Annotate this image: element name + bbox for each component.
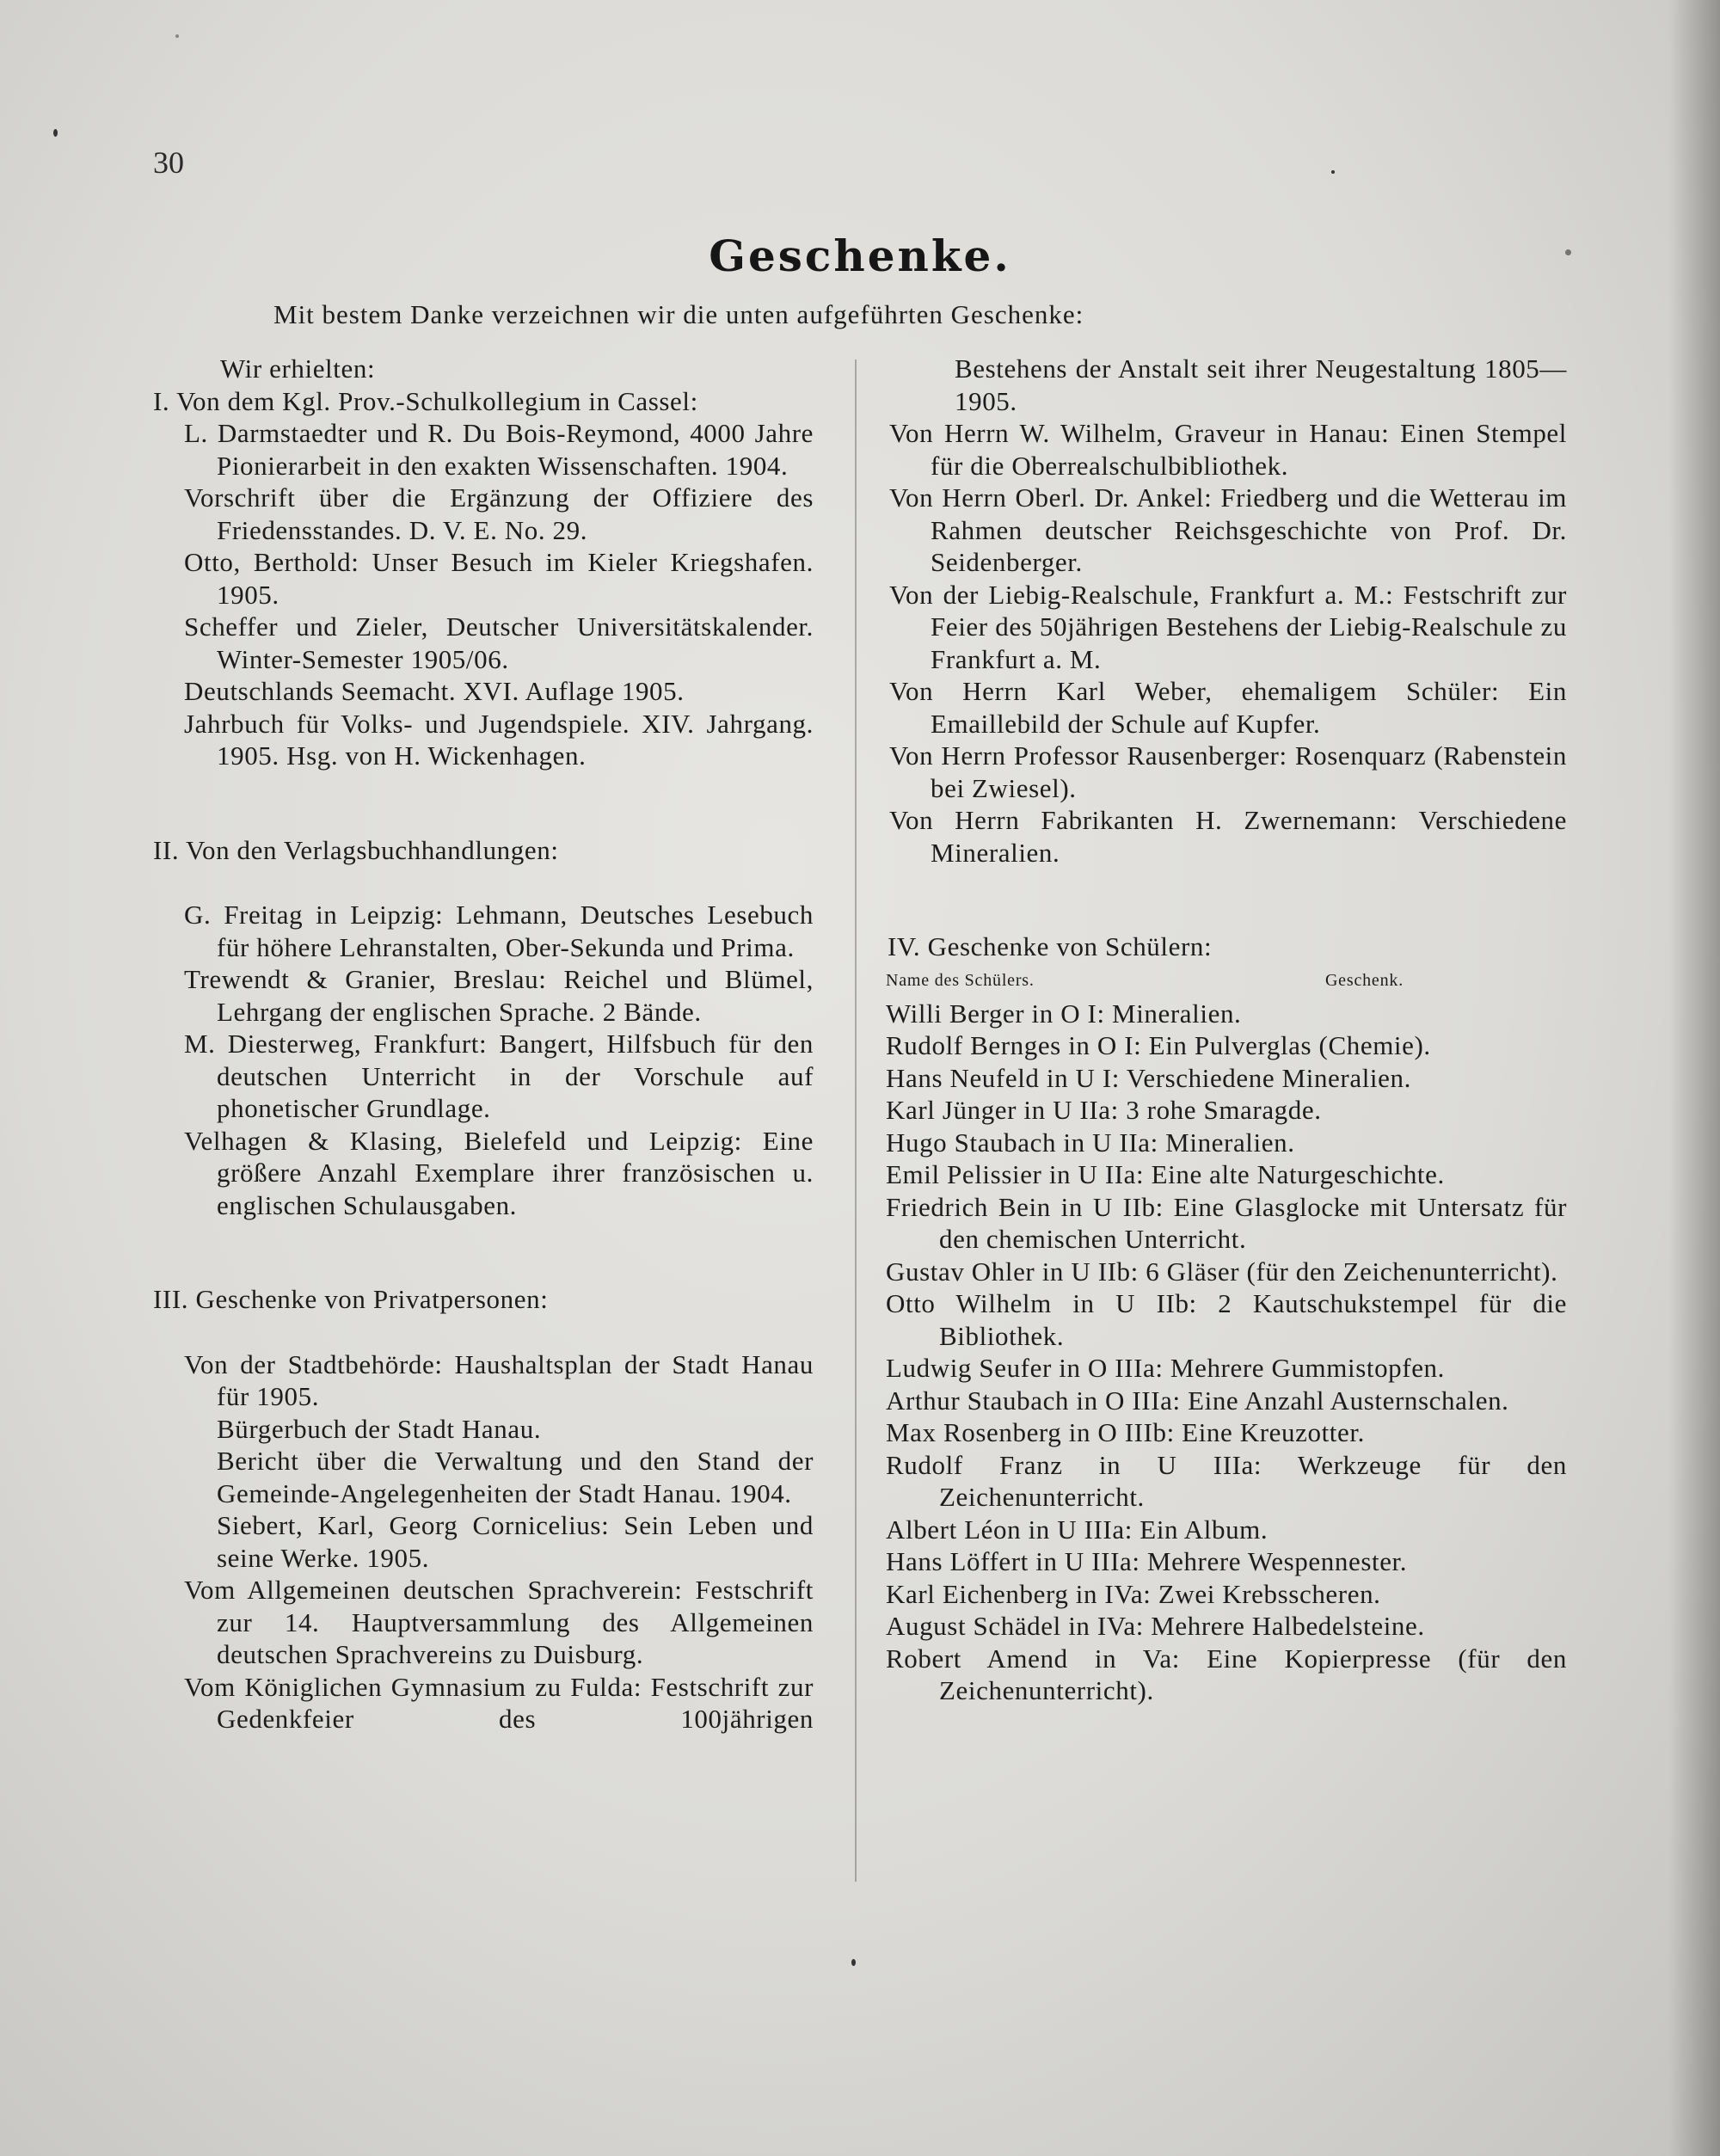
paper-speck (175, 34, 179, 38)
list-item: Karl Jünger in U IIa: 3 rohe Smaragde. (886, 1095, 1322, 1125)
list-subitem: Bürgerbuch der Stadt Hanau. (217, 1413, 542, 1444)
list-item: Deutschlands Seemacht. XVI. Auflage 1905. (184, 676, 685, 706)
list-item: Otto, Berthold: Unser Besuch im Kieler Kriegshafen. 1905. (184, 547, 814, 610)
column-header-name: Name des Schülers. (886, 970, 1035, 990)
column-header-gift: Geschenk. (1324, 970, 1404, 990)
list-subitem: Siebert, Karl, Georg Cornicelius: Sein Leben und seine Werke. 1905. (217, 1510, 814, 1573)
student-table-header (879, 963, 1567, 998)
section-heading: II. Von den Verlagsbuchhandlungen: (153, 834, 559, 865)
list-item: M. Diesterweg, Frankfurt: Bangert, Hilfsbuch für den deutschen Unterricht in der Vorschule auf phonetischer Grundlage. (184, 1029, 814, 1123)
list-item: Emil Pelissier in U IIa: Eine alte Naturgeschichte. (886, 1159, 1445, 1189)
paper-speck (851, 1959, 856, 1966)
right-column (879, 353, 1567, 1707)
list-item: Otto Wilhelm in U IIb: 2 Kautschukstempel für die Bibliothek. (886, 1288, 1567, 1351)
list-item: Karl Eichenberg in IVa: Zwei Krebsscheren. (886, 1578, 1381, 1609)
list-item: Gustav Ohler in U IIb: 6 Gläser (für den Zeichenunterricht). (886, 1256, 1558, 1287)
list-subitem: Bericht über die Verwaltung und den Stand der Gemeinde-Angelegenheiten der Stadt Hanau. 1904. (217, 1446, 814, 1508)
paper-speck (53, 129, 58, 137)
list-item: Rudolf Franz in U IIIa: Werkzeuge für den Zeichenunterricht. (886, 1449, 1567, 1512)
list-item: Von der Stadtbehörde: Haushaltsplan der Stadt Hanau für 1905. (184, 1348, 814, 1411)
page-shadow (1668, 0, 1720, 2156)
page-title: Geschenke. (709, 230, 1011, 281)
column-divider (855, 359, 857, 1882)
list-item: Hans Neufeld in U I: Verschiedene Mineralien. (886, 1062, 1411, 1093)
list-item: Robert Amend in Va: Eine Kopierpresse (für den Zeichenunterricht). (886, 1643, 1567, 1705)
list-item: Max Rosenberg in O IIIb: Eine Kreuzotter. (886, 1417, 1365, 1447)
list-item: Von Herrn W. Wilhelm, Graveur in Hanau: Einen Stempel für die Oberrealschulbibliothek. (889, 418, 1567, 481)
section-heading: III. Geschenke von Privatpersonen: (153, 1284, 549, 1314)
list-item: Vorschrift über die Ergänzung der Offiziere des Friedensstandes. D. V. E. No. 29. (184, 482, 814, 545)
list-item: Scheffer und Zieler, Deutscher Universitätskalender. Winter-Semester 1905/06. (184, 611, 814, 674)
list-item: Jahrbuch für Volks- und Jugendspiele. XIV. Jahrgang. 1905. Hsg. von H. Wickenhagen. (184, 708, 814, 771)
list-item: Von Herrn Oberl. Dr. Ankel: Friedberg und die Wetterau im Rahmen deutscher Reichsgeschichte von Prof. Dr. Seidenberger. (889, 482, 1567, 577)
continued-text: Bestehens der Anstalt seit ihrer Neugestaltung 1805—1905. (955, 353, 1567, 416)
section-heading: I. Von dem Kgl. Prov.-Schulkollegium in Cassel: (153, 385, 698, 416)
list-item: Ludwig Seufer in O IIIa: Mehrere Gummistopfen. (886, 1353, 1446, 1383)
list-item: August Schädel in IVa: Mehrere Halbedelsteine. (886, 1611, 1425, 1641)
list-item: Von Herrn Fabrikanten H. Zwernemann: Verschiedene Mineralien. (889, 805, 1567, 868)
list-item: Von der Liebig-Realschule, Frankfurt a. M.: Festschrift zur Feier des 50jährigen Bestehens der Liebig-Realschule zu Frankfurt a. M. (889, 579, 1567, 674)
list-item: Velhagen & Klasing, Bielefeld und Leipzig: Eine größere Anzahl Exemplare ihrer französischen u. englischen Schulausgaben. (184, 1125, 814, 1220)
list-item: L. Darmstaedter und R. Du Bois-Reymond, 4000 Jahre Pionierarbeit in den exakten Wissenschaften. 1904. (184, 418, 814, 481)
list-item: G. Freitag in Leipzig: Lehmann, Deutsches Lesebuch für höhere Lehranstalten, Ober-Sekunda und Prima. (184, 900, 814, 962)
received-label: Wir erhielten: (220, 353, 376, 384)
list-item: Willi Berger in O I: Mineralien. (886, 998, 1242, 1029)
list-item: Rudolf Bernges in O I: Ein Pulverglas (Chemie). (886, 1030, 1431, 1060)
list-item: Von Herrn Karl Weber, ehemaligem Schüler: Ein Emaillebild der Schule auf Kupfer. (889, 676, 1567, 739)
list-item: Arthur Staubach in O IIIa: Eine Anzahl Austernschalen. (886, 1385, 1509, 1416)
intro-text: Mit bestem Danke verzeichnen wir die unten aufgeführten Geschenke: (273, 299, 1084, 329)
paper-speck (1565, 249, 1571, 255)
paper-speck (1331, 170, 1335, 174)
list-item: Albert Léon in U IIIa: Ein Album. (886, 1514, 1268, 1545)
left-column (144, 353, 814, 1735)
list-item: Hugo Staubach in U IIa: Mineralien. (886, 1127, 1295, 1158)
page-number: 30 (153, 145, 184, 180)
list-item: Vom Königlichen Gymnasium zu Fulda: Festschrift zur Gedenkfeier des 100jährigen (184, 1671, 814, 1734)
list-item: Von Herrn Professor Rausenberger: Rosenquarz (Rabenstein bei Zwiesel). (889, 740, 1567, 803)
list-item: Friedrich Bein in U IIb: Eine Glasglocke mit Untersatz für den chemischen Unterricht. (886, 1191, 1567, 1254)
list-item: Trewendt & Granier, Breslau: Reichel und Blümel, Lehrgang der englischen Sprache. 2 Bände. (184, 964, 814, 1027)
list-item: Hans Löffert in U IIIa: Mehrere Wespennester. (886, 1546, 1408, 1576)
list-item: Vom Allgemeinen deutschen Sprachverein: Festschrift zur 14. Hauptversammlung des Allgemeinen deutschen Sprachvereins zu Duisburg. (184, 1575, 814, 1669)
section-heading: IV. Geschenke von Schülern: (888, 931, 1213, 961)
